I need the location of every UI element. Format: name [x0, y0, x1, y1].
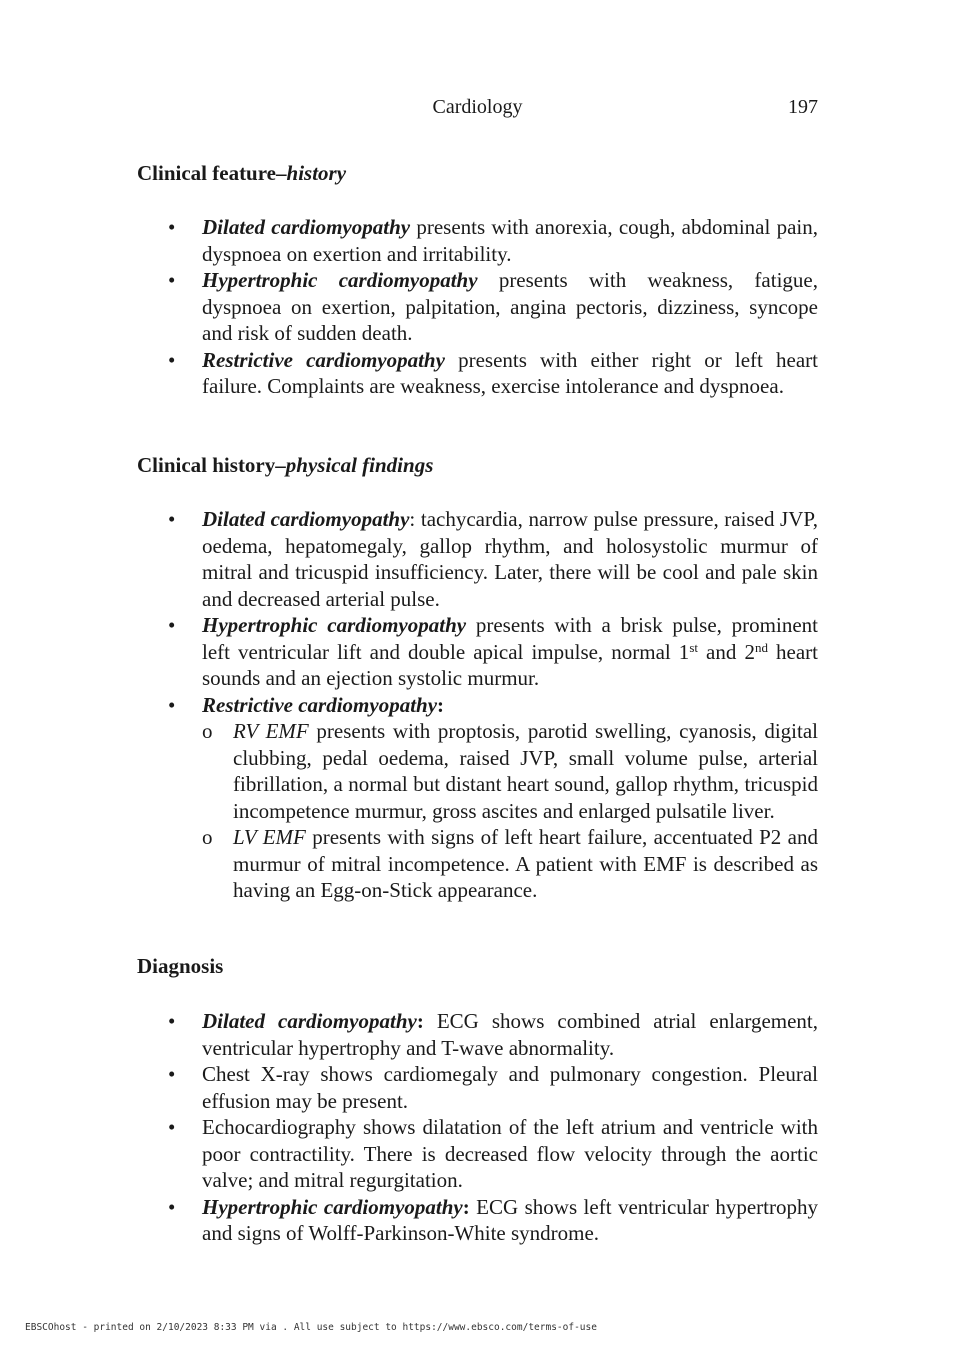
list-item: [168, 214, 818, 267]
section-heading-diagnosis: Diagnosis: [137, 954, 224, 978]
term: Dilated cardiomyopathy: [202, 1009, 417, 1033]
item-text: heart sounds and an ejection systolic murmur.: [202, 639, 818, 690]
term: Hypertrophic cardiomyopathy: [202, 1194, 463, 1219]
item-text: Chest X-ray shows cardiomegaly and pulmonary congestion. Pleural effusion may be present.: [202, 1062, 818, 1113]
superscript: st: [689, 639, 698, 655]
item-text: presents with proptosis, parotid swelling, cyanosis, digital clubbing, pedal oedema, raised JVP, small volume pulse, arterial fibrillation, a normal but distant heart sound, gallop rhythm, tricuspid incompetence murmur, gross ascites and enlarged pulsatile liver.: [233, 719, 819, 823]
colon: :: [416, 1009, 424, 1033]
term: Restrictive cardiomyopathy: [202, 692, 438, 717]
term: RV EMF: [233, 719, 309, 743]
superscript: nd: [754, 639, 768, 655]
term: Hypertrophic cardiomyopathy: [202, 268, 478, 292]
list-item: [168, 347, 818, 400]
item-text: presents with either right or left heart failure. Complaints are weakness, exercise intolerance and dyspnoea.: [202, 347, 818, 398]
section-heading-physical-findings: [137, 453, 433, 478]
running-header: [137, 96, 818, 122]
item-text: and 2: [697, 639, 755, 664]
item-text: Echocardiography shows dilatation of the left atrium and ventricle with poor contractility. There is decreased flow velocity through the aortic valve; and mitral regurgitation.: [202, 1115, 818, 1192]
term: Dilated cardiomyopathy: [202, 507, 410, 531]
history-list: [168, 214, 818, 400]
item-text: ECG shows combined atrial enlargement, ventricular hypertrophy and T-wave abnormality.: [202, 1009, 819, 1060]
page-number: 197: [788, 96, 818, 118]
diagnosis-list: [168, 1008, 818, 1247]
restrictive-sublist: [202, 718, 818, 904]
colon: :: [462, 1194, 470, 1219]
sublist-item: [202, 824, 818, 904]
list-item: [168, 267, 818, 347]
list-item: [168, 1194, 818, 1247]
item-text: : tachycardia, narrow pulse pressure, raised JVP, oedema, hepatomegaly, gallop rhythm, and holosystolic murmur of mitral and tricuspid insufficiency. Later, there will be cool and pale skin and decreased arterial pulse.: [202, 507, 818, 611]
heading-italic-text: history: [286, 161, 347, 185]
findings-list: [168, 506, 818, 904]
heading-main-text: Clinical history–: [137, 453, 286, 477]
term: Hypertrophic cardiomyopathy: [202, 613, 467, 637]
section-heading-history: [137, 161, 346, 186]
sublist-item: [202, 718, 818, 824]
list-item: [168, 1061, 818, 1114]
term: Restrictive cardiomyopathy: [202, 347, 445, 372]
print-footer: EBSCOhost - printed on 2/10/2023 8:33 PM via . All use subject to https://www.ebsco.com/terms-of-use: [25, 1322, 597, 1333]
list-item: [168, 612, 818, 692]
list-item: [168, 692, 818, 904]
item-text: presents with anorexia, cough, abdominal pain, dyspnoea on exertion and irritability.: [202, 215, 818, 266]
heading-main-text: Clinical feature–: [137, 161, 287, 185]
heading-italic-text: physical findings: [285, 453, 434, 477]
list-item: [168, 506, 818, 612]
list-item: [168, 1008, 818, 1061]
term: Dilated cardiomyopathy: [202, 215, 411, 239]
item-text: ECG shows left ventricular hypertrophy and signs of Wolff-Parkinson-White syndrome.: [202, 1194, 818, 1245]
colon: :: [437, 692, 445, 717]
item-text: presents with a brisk pulse, prominent left ventricular lift and double apical impulse, normal 1: [202, 613, 818, 664]
item-text: presents with weakness, fatigue, dyspnoea on exertion, palpitation, angina pectoris, dizziness, syncope and risk of sudden death.: [202, 268, 818, 345]
term: LV EMF: [233, 825, 306, 849]
running-title: Cardiology: [432, 96, 523, 118]
item-text: presents with signs of left heart failure, accentuated P2 and murmur of mitral incompetence. A patient with EMF is described as having an Egg-on-Stick appearance.: [233, 825, 818, 902]
list-item: [168, 1114, 818, 1194]
